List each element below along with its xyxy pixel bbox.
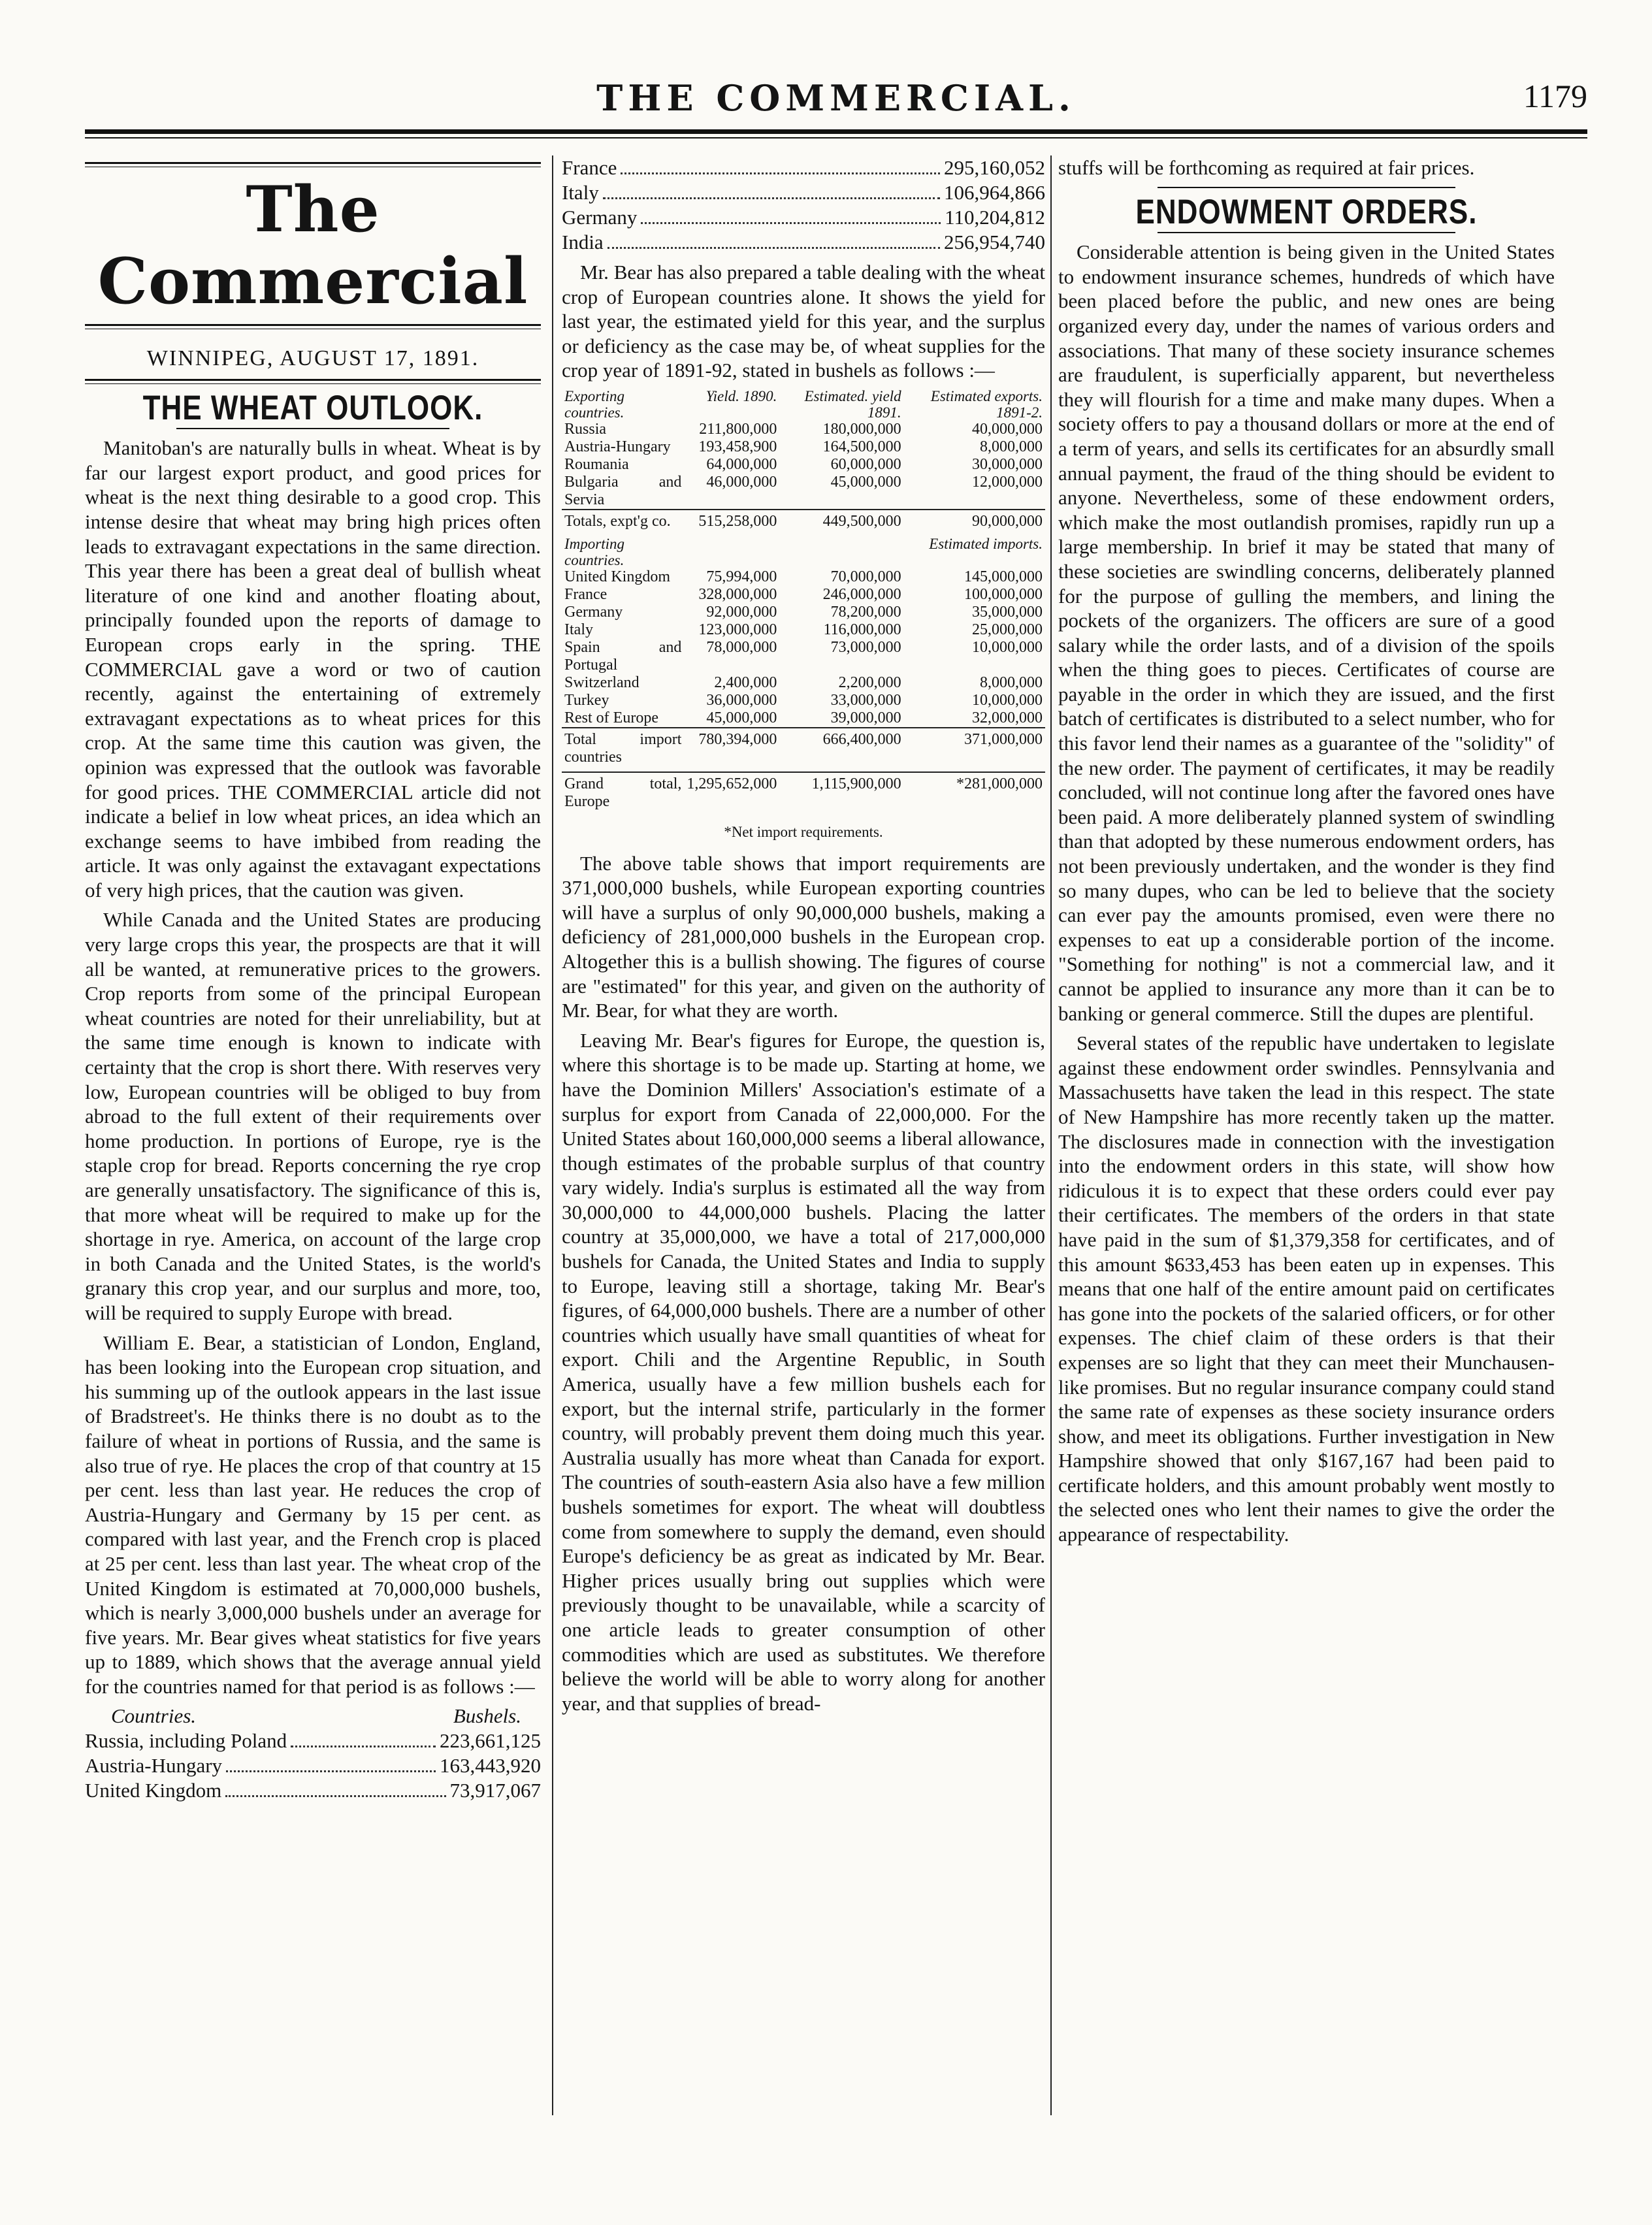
table-header-cell: Exporting countries. bbox=[564, 387, 624, 421]
table-cell: Russia bbox=[564, 420, 607, 438]
table-row bbox=[562, 421, 1045, 438]
table-cell: 780,394,000 bbox=[684, 728, 779, 772]
table-cell: 180,000,000 bbox=[822, 420, 901, 438]
table-cell: 164,500,000 bbox=[822, 438, 901, 455]
table-cell: 64,000,000 bbox=[706, 455, 777, 473]
table-cell: 45,000,000 bbox=[706, 709, 777, 726]
table-cell: 515,258,000 bbox=[684, 510, 779, 536]
article-paragraph-continued: stuffs will be forthcoming as required at fair prices. bbox=[1058, 156, 1475, 179]
list-bushels: 106,964,866 bbox=[944, 181, 1045, 204]
table-cell: 30,000,000 bbox=[972, 455, 1043, 473]
list-item bbox=[562, 205, 1045, 230]
table-cell: 12,000,000 bbox=[972, 473, 1043, 491]
table-cell: 10,000,000 bbox=[972, 638, 1043, 656]
table-cell: 73,000,000 bbox=[830, 638, 901, 656]
masthead bbox=[85, 77, 1587, 119]
table-header-cell bbox=[779, 536, 903, 568]
heading-rule bbox=[1158, 232, 1455, 233]
section-rule bbox=[1158, 187, 1455, 188]
table-cell: Turkey bbox=[564, 691, 609, 709]
table-cell: France bbox=[564, 585, 607, 603]
column-3 bbox=[1058, 155, 1555, 1552]
article-paragraph: William E. Bear, a statistician of London, England, has been looking into the European crop situation, and his summing up of the outlook appears in the last issue of Bradstreet's. He thinks there is no doubt as to the failure of wheat in portions of Russia, and the same is also true of rye. He places the crop of that country at 15 per cent. less than last year. He reduces the crop of Austria-Hungary and Germany by 15 per cent. as compared with last year, and the French crop is placed at 25 per cent. less than last year. The wheat crop of the United Kingdom is estimated at 70,000,000 bushels, which is nearly 3,000,000 bushels under an average for five years. Mr. Bear gives wheat statistics for five years up to 1889, which shows that the average annual yield for the countries named for that period is as follows :— bbox=[85, 1331, 541, 1698]
table-row bbox=[562, 474, 1045, 510]
masthead-rule bbox=[85, 129, 1587, 134]
table-header-cell: Estimated imports. bbox=[929, 535, 1043, 552]
table-cell: 8,000,000 bbox=[980, 674, 1043, 691]
list-bushels: 223,661,125 bbox=[440, 1729, 541, 1753]
double-rule bbox=[85, 162, 541, 167]
table-cell: Roumania bbox=[564, 455, 629, 473]
column-divider bbox=[552, 155, 553, 2115]
table-cell: Total import countries bbox=[562, 728, 684, 772]
table-cell: Rest of Europe bbox=[564, 709, 658, 726]
table-cell: Totals, expt'g co. bbox=[562, 510, 684, 536]
table-cell: Austria-Hungary bbox=[564, 438, 671, 455]
article-paragraph: While Canada and the United States are producing very large crops this year, the prospects are that it will all be wanted, at remunerative prices to the growers. Crop reports from some of the principal European wheat countries are noted for their unreliability, but at the same time enough is known to indicate with certainty that the crop is short there. With reserves very low, European countries will be obliged to buy from abroad to the full extent of their requirements over home production. In portions of Europe, rye is the staple crop for bread. Reports concerning the rye crop are generally unsatisfactory. The significance of this is, that more wheat will be required to make up for the shortage in rye. America, on account of the large crop in both Canada and the United States, is the world's granary this crop year, and our surplus and more, too, will be required to supply Europe with bread. bbox=[85, 908, 541, 1324]
table-header-cell: Importing countries. bbox=[564, 535, 624, 568]
list-bushels: 163,443,920 bbox=[440, 1754, 541, 1778]
list-item bbox=[562, 230, 1045, 255]
list-item bbox=[562, 155, 1045, 180]
yield-list-header bbox=[85, 1704, 541, 1729]
table-cell: 371,000,000 bbox=[904, 728, 1045, 772]
table-footnote: *Net import requirements. bbox=[724, 823, 883, 840]
double-rule bbox=[85, 324, 541, 329]
table-cell: Germany bbox=[564, 603, 623, 621]
table-cell: 33,000,000 bbox=[830, 691, 901, 709]
table-cell: 2,200,000 bbox=[838, 674, 901, 691]
list-country: India bbox=[562, 231, 604, 253]
list-item bbox=[85, 1729, 541, 1753]
table-cell: 246,000,000 bbox=[822, 585, 901, 603]
table-cell: 193,458,900 bbox=[698, 438, 777, 455]
table-cell: 2,400,000 bbox=[714, 674, 777, 691]
table-cell: Switzerland bbox=[564, 674, 640, 691]
table-cell: 1,115,900,000 bbox=[779, 772, 903, 816]
article-paragraph: Mr. Bear has also prepared a table dealing with the wheat crop of European countries alone. It shows the yield for last year, the estimated yield for this year, and the surplus or deficiency as the case may be, of wheat supplies for the crop year of 1891-92, stated in bushels as follows :— bbox=[562, 261, 1045, 382]
list-item bbox=[85, 1778, 541, 1803]
column-1 bbox=[85, 155, 541, 1803]
table-cell: 449,500,000 bbox=[779, 510, 903, 536]
article-paragraph: Leaving Mr. Bear's figures for Europe, the question is, where this shortage is to be made up. Starting at home, we have the Dominion Millers' Association's estimate of a surplus for export from Canada of 22,000,000. For the United States about 160,000,000 seems a liberal allowance, though estimates of the probable surplus of that country vary widely. India's surplus is estimated all the way from 30,000,000 to 44,000,000 bushels. Placing the latter country at 35,000,000, we have a total of 217,000,000 bushels for Canada, the United States and India to supply to Europe, leaving still a shortage, taking Mr. Bear's figures, of 64,000,000 bushels. There are a number of other countries which usually have small quantities of wheat for export. Chili and the Argentine Republic, in South America, usually have a few million bushels each for export, but the internal strife, particularly in the former country, will probably prevent them doing much this year. Australia usually has more wheat than Canada for export. The countries of south-eastern Asia also have a few million bushels sometimes for export. The wheat will doubtless come from somewhere to supply the demand, even should Europe's deficiency be as great as indicated by Mr. Bear. Higher prices usually bring out supplies which were previously thought to be unavailable, while a scarcity of one article leads to greater consumption of other commodities which are used as substitutes. We therefore believe the world will be able to worry along for another year, and that supplies of bread- bbox=[562, 1028, 1045, 1715]
table-cell: 90,000,000 bbox=[904, 510, 1045, 536]
table-cell: Spain and Portugal bbox=[564, 638, 682, 674]
table-cell: 46,000,000 bbox=[706, 473, 777, 491]
table-cell: 666,400,000 bbox=[779, 728, 903, 772]
list-country: Italy bbox=[562, 181, 599, 204]
table-cell: Italy bbox=[564, 621, 593, 638]
table-cell: 45,000,000 bbox=[830, 473, 901, 491]
table-cell: 32,000,000 bbox=[972, 709, 1043, 726]
table-header-cell: Estimated exports. 1891-2. bbox=[930, 387, 1043, 421]
table-cell: 116,000,000 bbox=[823, 621, 901, 638]
masthead-title: THE COMMERCIAL. bbox=[596, 77, 1076, 119]
table-row bbox=[562, 604, 1045, 621]
table-cell: 78,000,000 bbox=[706, 638, 777, 656]
table-header-cell: Yield. 1890. bbox=[705, 387, 777, 404]
list-head-bushels: Bushels. bbox=[453, 1704, 521, 1728]
table-cell: 1,295,652,000 bbox=[684, 772, 779, 816]
double-rule bbox=[85, 379, 541, 384]
table-cell: 39,000,000 bbox=[830, 709, 901, 726]
table-cell: Grand total, Europe bbox=[562, 772, 684, 816]
table-cell: 10,000,000 bbox=[972, 691, 1043, 709]
list-bushels: 256,954,740 bbox=[944, 231, 1045, 253]
table-cell: 40,000,000 bbox=[972, 420, 1043, 438]
table-cell: *281,000,000 bbox=[904, 772, 1045, 816]
table-row bbox=[562, 621, 1045, 639]
list-bushels: 295,160,052 bbox=[944, 156, 1045, 179]
article-paragraph: The above table shows that import requirements are 371,000,000 bushels, while European exporting countries will have a surplus of only 90,000,000 bushels, making a deficiency of 281,000,000 bushels in the European crop. Altogether this is a bullish showing. The figures of course are "estimated" for this year, and given on the authority of Mr. Bear, for what they are worth. bbox=[562, 851, 1045, 1022]
list-item bbox=[562, 180, 1045, 205]
heading-rule bbox=[176, 428, 450, 429]
list-country: Germany bbox=[562, 206, 638, 229]
european-wheat-table bbox=[562, 388, 1045, 816]
table-header-cell: Estimated. yield 1891. bbox=[804, 387, 901, 421]
table-cell: 25,000,000 bbox=[972, 621, 1043, 638]
column-divider bbox=[1050, 155, 1052, 2115]
table-cell: 60,000,000 bbox=[830, 455, 901, 473]
table-header-row bbox=[562, 388, 1045, 421]
page-number: 1179 bbox=[1523, 78, 1587, 114]
table-row bbox=[562, 438, 1045, 456]
paper-name: The Commercial bbox=[97, 172, 528, 318]
table-row bbox=[562, 674, 1045, 692]
article-paragraph: Manitoban's are naturally bulls in wheat. Wheat is by far our largest export product, and good prices for wheat is the next thing desirable to a good crop. This intense desire that wheat may bring high prices often leads to extravagant expectations in the same direction. This year there has been a great deal of bullish wheat literature of one kind and another floating about, principally founded upon the reports of damage to European crops early in the spring. THE COMMERCIAL gave a word or two of caution recently, against the entertaining of extremely extravagant expectations as to wheat prices for this crop. At the same time this caution was given, the opinion was expressed that the outlook was favorable for good prices. THE COMMERCIAL article did not indicate a belief in low wheat prices, an idea which an exchange seems to have imbibed from reading the article. It was only against the extavagant expectations of very high prices, that the caution was given. bbox=[85, 436, 541, 901]
masthead-rule-thin bbox=[85, 137, 1587, 138]
table-total-row bbox=[562, 728, 1045, 772]
list-country: France bbox=[562, 156, 617, 179]
dateline: WINNIPEG, AUGUST 17, 1891. bbox=[146, 346, 479, 370]
table-cell: 123,000,000 bbox=[698, 621, 777, 638]
table-cell: 145,000,000 bbox=[964, 568, 1043, 585]
column-2 bbox=[562, 155, 1045, 1721]
article-heading-endowment-orders: ENDOWMENT ORDERS. bbox=[1135, 192, 1478, 231]
table-row bbox=[562, 586, 1045, 604]
list-bushels: 110,204,812 bbox=[945, 206, 1045, 229]
table-cell: 78,200,000 bbox=[830, 603, 901, 621]
table-cell: 75,994,000 bbox=[706, 568, 777, 585]
article-paragraph: Several states of the republic have undertaken to legislate against these endowment order swindles. Pennsylvania and Massachusetts have taken the lead in this respect. The state of New Hampshire has more recently taken up the matter. The disclosures made in connection with the investigation into the endowment orders in this state, will show how ridiculous it is to expect that these orders could ever pay their certificates. The members of the orders in that state have paid in the sum of $1,379,358 for certificates, and of this amount $633,453 has been eaten up in expenses. This means that one half of the entire amount paid on certificates has gone into the pockets of the salaried officers, or for other expenses. The chief claim of these orders is that their expenses are so light that they can meet their Munchausen-like promises. But no regular insurance company could stand the same rate of expenses as these society insurance orders show, and meet its obligations. Further investigation in New Hampshire showed that only $167,167 had been paid to certificate holders, and this amount probably went mostly to the selected ones who lent their names to give the order the appearance of respectability. bbox=[1058, 1031, 1555, 1546]
table-cell: 35,000,000 bbox=[972, 603, 1043, 621]
table-grand-total-row bbox=[562, 772, 1045, 816]
table-cell: United Kingdom bbox=[564, 568, 670, 585]
list-country: United Kingdom bbox=[85, 1779, 222, 1802]
list-item bbox=[85, 1753, 541, 1778]
list-head-countries: Countries. bbox=[111, 1704, 197, 1728]
table-cell: 36,000,000 bbox=[706, 691, 777, 709]
list-country: Russia, including Poland bbox=[85, 1729, 287, 1753]
table-row bbox=[562, 692, 1045, 709]
article-heading-wheat-outlook: THE WHEAT OUTLOOK. bbox=[142, 388, 483, 427]
table-cell: 211,800,000 bbox=[699, 420, 777, 438]
table-row bbox=[562, 639, 1045, 674]
table-total-row bbox=[562, 510, 1045, 536]
article-paragraph: Considerable attention is being given in the United States to endowment insurance schemes, hundreds of which have been placed before the public, and new ones are being organized every day, under the names of various orders and associations. That many of these society insurance schemes are fraudulent, is superficially apparent, but nevertheless they will flourish for a time and make many dupes. When a society offers to pay a thousand dollars or more at the end of a term of years, and sells its certificates for an absurdly small annual payment, the fraud of the thing should be evident to anyone. Nevertheless, some of these endowment orders, which make the most outlandish promises, rapidly run up a large membership. In brief it may be stated that many of these societies are swindling concerns, deliberately planned for the purpose of gulling the members, and lining the pockets of the organizers. The officers are sure of a good salary while the order lasts, and of a division of the spoils when the thing goes to pieces. Certificates of course are payable in the order in which they are issued, and the first batch of certificates is distributed to a select number, who for this favor lend their names as a guarantee of the "solidity" of the new order. The payment of certificates, it may be readily concluded, will not continue long after the favored ones have been paid. A more deliberately planned system of swindling than that adopted by these numerous endowment orders, has not been previously undertaken, and the wonder is they find so many dupes, who can be led to believe that the society can ever pay the amounts promised, even were there no expenses to eat up a considerable portion of the income. "Something for nothing" is not a commercial law, and it cannot be applied to insurance any more than it can be to banking or general commerce. Still the dupes are plentiful. bbox=[1058, 240, 1555, 1025]
table-cell: 8,000,000 bbox=[980, 438, 1043, 455]
list-bushels: 73,917,067 bbox=[449, 1779, 541, 1802]
table-cell: 70,000,000 bbox=[830, 568, 901, 585]
table-cell: Bulgaria and Servia bbox=[564, 473, 682, 508]
table-cell: 100,000,000 bbox=[964, 585, 1043, 603]
table-header-row bbox=[562, 536, 1045, 568]
table-cell: 328,000,000 bbox=[698, 585, 777, 603]
table-row bbox=[562, 456, 1045, 474]
table-row bbox=[562, 709, 1045, 728]
list-country: Austria-Hungary bbox=[85, 1754, 223, 1778]
table-cell: 92,000,000 bbox=[706, 603, 777, 621]
table-header-cell bbox=[684, 536, 779, 568]
table-row bbox=[562, 568, 1045, 586]
